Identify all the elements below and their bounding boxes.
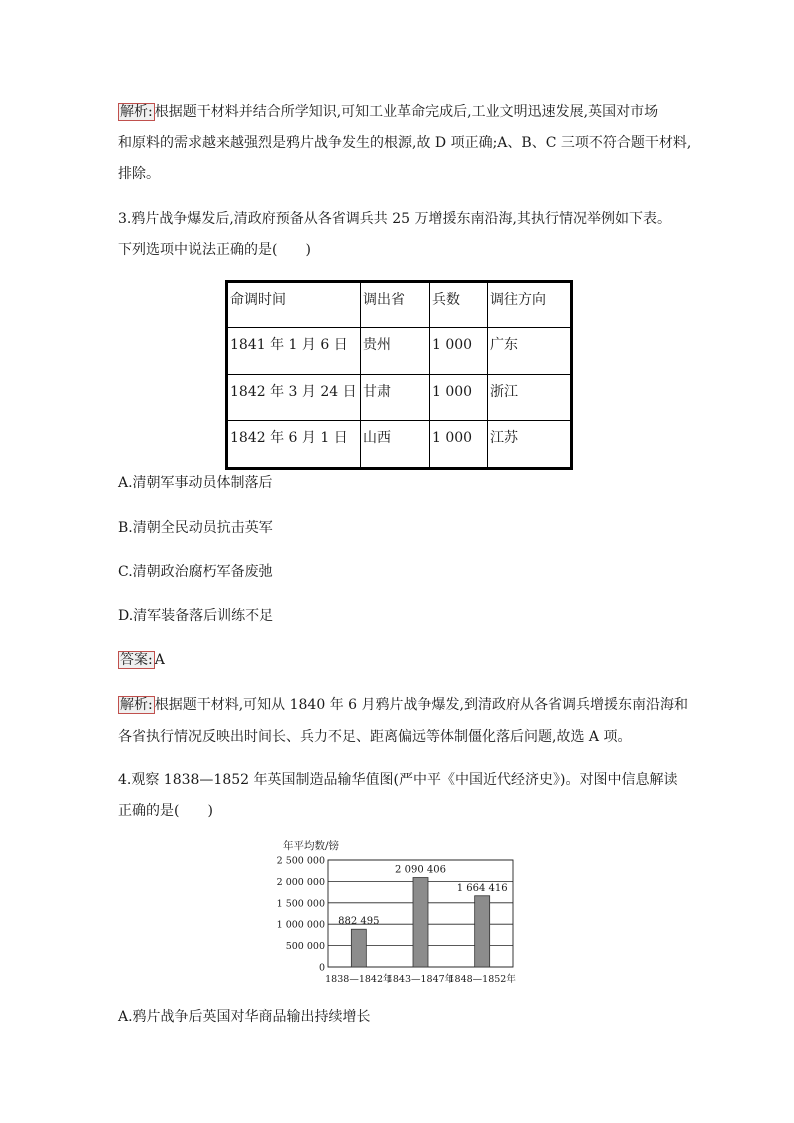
- answer-label: 答案:: [120, 652, 153, 668]
- table-cell: 1 000: [430, 375, 488, 421]
- table-cell: 1842 年 3 月 24 日: [227, 375, 361, 421]
- x-tick-label: 1838—1842年: [325, 974, 393, 985]
- q4-stem-line-2: 正确的是( ): [118, 803, 213, 819]
- q3-option-a: A.清朝军事动员体制落后: [118, 475, 273, 491]
- y-axis-label: 年平均数/镑: [283, 840, 340, 852]
- bar: [475, 896, 490, 967]
- header-cell: 兵数: [430, 282, 488, 328]
- y-tick-label: 1 500 000: [276, 898, 325, 910]
- q4-option-a: A.鸦片战争后英国对华商品输出持续增长: [118, 1009, 371, 1025]
- q3-analysis-line-1: [118, 696, 688, 714]
- q4-stem-line-1: 4.观察 1838—1852 年英国制造品输华值图(严中平《中国近代经济史》)。对图中信息解读: [118, 772, 678, 788]
- table-cell: 1 000: [430, 421, 488, 469]
- table-row: [227, 421, 572, 469]
- table-row: [227, 328, 572, 375]
- y-tick-label: 2 000 000: [276, 876, 325, 888]
- bar: [413, 878, 428, 967]
- y-tick-label: 2 500 000: [276, 855, 325, 867]
- bar: [351, 929, 366, 967]
- troop-deployment-table: [225, 280, 573, 470]
- table-cell: 1 000: [430, 328, 488, 375]
- table-cell: 甘肃: [361, 375, 430, 421]
- q2-analysis-line-2: 和原料的需求越来越强烈是鸦片战争发生的根源,故 D 项正确;A、B、C 三项不符合题干材料,: [118, 135, 692, 151]
- x-tick-label: 1848—1852年: [448, 974, 516, 985]
- header-cell: 调出省: [361, 282, 430, 328]
- answer-value: A: [154, 652, 165, 668]
- q3-option-c: C.清朝政治腐朽军备废弛: [118, 564, 273, 580]
- y-tick-label: 1 000 000: [276, 919, 325, 931]
- analysis-label: 解析:: [120, 104, 153, 120]
- bar-data-label: 1 664 416: [456, 882, 508, 894]
- table-cell: 1842 年 6 月 1 日: [227, 421, 361, 469]
- header-cell: 调往方向: [488, 282, 572, 328]
- q2-analysis-line-1: [118, 103, 658, 121]
- q3-stem-line-2: 下列选项中说法正确的是( ): [118, 242, 311, 258]
- bar-data-label: 882 495: [338, 916, 380, 928]
- header-cell: 命调时间: [227, 282, 361, 328]
- table-cell: 1841 年 1 月 6 日: [227, 328, 361, 375]
- y-tick-label: 500 000: [285, 941, 325, 953]
- table-header-row: [227, 282, 572, 328]
- q3-option-b: B.清朝全民动员抗击英军: [118, 520, 273, 536]
- bar-data-label: 2 090 406: [395, 864, 446, 876]
- export-value-bar-chart: [270, 835, 530, 995]
- x-tick-label: 1843—1847年: [386, 974, 455, 985]
- q3-analysis-line-2: 各省执行情况反映出时间长、兵力不足、距离偏远等体制僵化落后问题,故选 A 项。: [118, 729, 632, 745]
- table-cell: 贵州: [361, 328, 430, 375]
- q3-option-d: D.清军装备落后训练不足: [118, 608, 274, 624]
- table-cell: 山西: [361, 421, 430, 469]
- q2-analysis-line-3: 排除。: [118, 166, 160, 182]
- q3-stem-line-1: 3.鸦片战争爆发后,清政府预备从各省调兵共 25 万增援东南沿海,其执行情况举例如下表。: [118, 211, 671, 227]
- table-row: [227, 375, 572, 421]
- q3-answer-line: [118, 651, 165, 669]
- analysis-label: 解析:: [120, 697, 153, 713]
- y-tick-label: 0: [318, 962, 325, 974]
- table-cell: 广东: [488, 328, 572, 375]
- table-cell: 江苏: [488, 421, 572, 469]
- table-cell: 浙江: [488, 375, 572, 421]
- analysis-text: 根据题干材料,可知从 1840 年 6 月鸦片战争爆发,到清政府从各省调兵增援东南沿海和: [154, 697, 688, 713]
- analysis-text: 根据题干材料并结合所学知识,可知工业革命完成后,工业文明迅速发展,英国对市场: [154, 104, 659, 120]
